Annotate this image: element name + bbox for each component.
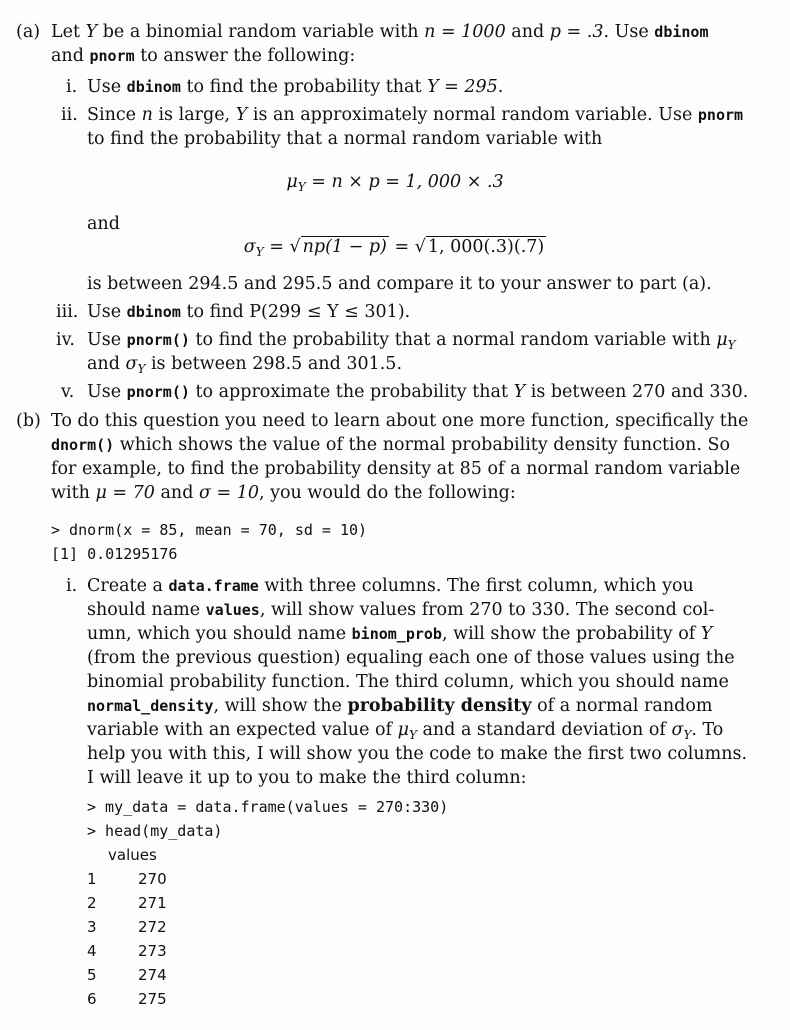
- item-b-i-line1: [87, 574, 694, 598]
- code-pnorm: pnorm: [697, 106, 744, 124]
- text: and a standard deviation of: [422, 720, 666, 740]
- item-b-i-label: i.: [66, 576, 78, 596]
- bold-text: probability density: [347, 696, 532, 716]
- math-Y: Y: [235, 105, 248, 125]
- code-binom-prob: binom_prob: [351, 625, 442, 643]
- math-sigma: σ = 10: [198, 483, 259, 503]
- sqrt-icon: √: [414, 237, 426, 257]
- code-pnorm: pnorm(): [126, 331, 190, 349]
- math-p: p = .3: [549, 22, 604, 42]
- row-index: 2: [87, 894, 97, 912]
- code-data-frame: data.frame: [168, 577, 259, 595]
- math-subscript: Y: [408, 728, 417, 742]
- math-subscript: Y: [727, 338, 736, 352]
- part-a-intro-line2: [51, 44, 355, 68]
- math-expression: = n × p = 1, 000 × .3: [311, 172, 504, 192]
- sqrt-icon: √: [289, 237, 301, 257]
- item-ii-line3: is between 294.5 and 295.5 and compare it to your answer to part (a).: [87, 274, 712, 294]
- text: , you would do the following:: [259, 483, 516, 503]
- text: , will show values from 270 to 330. The second col-: [259, 600, 715, 620]
- math-expression: Y = 295.: [427, 77, 504, 97]
- text: is between 298.5 and 301.5.: [150, 354, 403, 374]
- equation-sigma: [0, 235, 790, 260]
- text: Since: [87, 105, 137, 125]
- table-header: values: [108, 846, 157, 864]
- math-subscript: Y: [683, 728, 692, 742]
- code-dbinom: dbinom: [654, 23, 709, 41]
- item-iii-label: iii.: [56, 302, 79, 322]
- text: which shows the value of the normal probability density function. So: [119, 435, 731, 455]
- text: be a binomial random variable with: [102, 22, 419, 42]
- item-i-label: i.: [66, 77, 78, 97]
- text: and: [511, 22, 545, 42]
- text: to find P(299 ≤ Y ≤ 301).: [186, 302, 411, 322]
- part-b-label: (b): [16, 411, 41, 431]
- item-ii-label: ii.: [61, 105, 78, 125]
- text: Use: [87, 302, 122, 322]
- item-v-text: [87, 380, 748, 404]
- math-equals: =: [269, 237, 284, 257]
- math-sigma: σ: [125, 354, 138, 374]
- row-index: 3: [87, 918, 97, 936]
- text: and: [87, 354, 120, 374]
- text: of a normal random: [537, 696, 713, 716]
- math-mu: μ: [397, 720, 409, 740]
- text: to find the probability that: [186, 77, 422, 97]
- item-v-label: v.: [61, 382, 75, 402]
- text: should name: [87, 600, 201, 620]
- item-iii-text: [87, 300, 410, 324]
- code-line: > dnorm(x = 85, mean = 70, sd = 10): [51, 521, 368, 539]
- code-dbinom: dbinom: [126, 78, 181, 96]
- text: to find the probability that a normal random variable with: [195, 330, 711, 350]
- math-equals: =: [394, 237, 410, 257]
- text: , will show the: [213, 696, 342, 716]
- code-values: values: [205, 601, 260, 619]
- text: . To: [691, 720, 724, 740]
- math-mu: μ: [286, 172, 298, 192]
- item-b-i-line8: help you with this, I will show you the code to make the first two columns.: [87, 744, 748, 764]
- text: with: [51, 483, 90, 503]
- code-pnorm: pnorm(): [126, 383, 190, 401]
- text: is large,: [158, 105, 231, 125]
- item-b-i-line3: [87, 622, 712, 646]
- part-b-line3: for example, to find the probability density at 85 of a normal random variable: [51, 459, 741, 479]
- row-value: 271: [138, 894, 167, 912]
- math-n: n: [141, 105, 153, 125]
- text: is between 270 and 330.: [530, 382, 749, 402]
- item-b-i-line2: [87, 598, 714, 622]
- row-value: 272: [138, 918, 167, 936]
- text: is an approximately normal random variable. Use: [252, 105, 693, 125]
- math-subscript: Y: [137, 362, 146, 376]
- code-output: [1] 0.01295176: [51, 545, 178, 563]
- row-index: 6: [87, 990, 97, 1008]
- row-value: 275: [138, 990, 167, 1008]
- math-Y: Y: [513, 382, 526, 402]
- code-normal-density: normal_density: [87, 697, 214, 715]
- row-value: 273: [138, 942, 167, 960]
- text: . Use: [603, 22, 649, 42]
- item-b-i-line4: (from the previous question) equaling each one of those values using the: [87, 648, 735, 668]
- math-sigma: σ: [671, 720, 684, 740]
- text: Let: [51, 22, 81, 42]
- part-b-line4: [51, 481, 516, 505]
- math-subscript: Y: [255, 245, 264, 259]
- code-dbinom: dbinom: [126, 303, 181, 321]
- part-a-label: (a): [16, 22, 41, 42]
- part-b-line2: [51, 433, 730, 457]
- part-a-intro-line1: [51, 20, 708, 44]
- item-ii-and: and: [87, 214, 120, 234]
- text: to approximate the probability that: [195, 382, 508, 402]
- item-ii-line1: [87, 103, 743, 127]
- radicand: 1, 000(.3)(.7): [427, 237, 545, 257]
- text: Use: [87, 382, 122, 402]
- item-iv-label: iv.: [56, 330, 75, 350]
- code-line: > my_data = data.frame(values = 270:330): [87, 798, 449, 816]
- row-value: 274: [138, 966, 167, 984]
- text: with three columns. The first column, which you: [264, 576, 694, 596]
- text: and: [51, 46, 84, 66]
- math-subscript: Y: [297, 180, 306, 194]
- item-ii-line2: to find the probability that a normal random variable with: [87, 129, 603, 149]
- item-b-i-line9: I will leave it up to you to make the third column:: [87, 768, 527, 788]
- math-Y: Y: [700, 624, 713, 644]
- math-mu: μ: [716, 330, 728, 350]
- item-iv-line2: [87, 352, 402, 377]
- code-pnorm: pnorm: [89, 47, 135, 65]
- text: , will show the probability of: [441, 624, 696, 644]
- part-b-line1: To do this question you need to learn about one more function, specifically the: [51, 411, 749, 431]
- code-line: > head(my_data): [87, 822, 223, 840]
- math-Y: Y: [85, 22, 98, 42]
- item-i-text: [87, 75, 503, 99]
- row-index: 1: [87, 870, 97, 888]
- code-dnorm: dnorm(): [51, 436, 115, 454]
- item-b-i-line5: binomial probability function. The third column, which you should name: [87, 672, 729, 692]
- radicand: np(1 − p): [302, 237, 387, 257]
- row-index: 5: [87, 966, 97, 984]
- text: variable with an expected value of: [87, 720, 393, 740]
- text: Use: [87, 330, 122, 350]
- equation-mu: [0, 170, 790, 195]
- text: and: [160, 483, 194, 503]
- item-b-i-line6: [87, 694, 712, 718]
- row-value: 270: [138, 870, 167, 888]
- text: umn, which you should name: [87, 624, 347, 644]
- math-sigma: σ: [243, 237, 256, 257]
- text: to answer the following:: [140, 46, 356, 66]
- item-iv-line1: [87, 328, 736, 353]
- item-b-i-line7: [87, 718, 723, 743]
- text: Use: [87, 77, 122, 97]
- text: Create a: [87, 576, 163, 596]
- math-n: n = 1000: [424, 22, 506, 42]
- math-mu: μ = 70: [95, 483, 155, 503]
- row-index: 4: [87, 942, 97, 960]
